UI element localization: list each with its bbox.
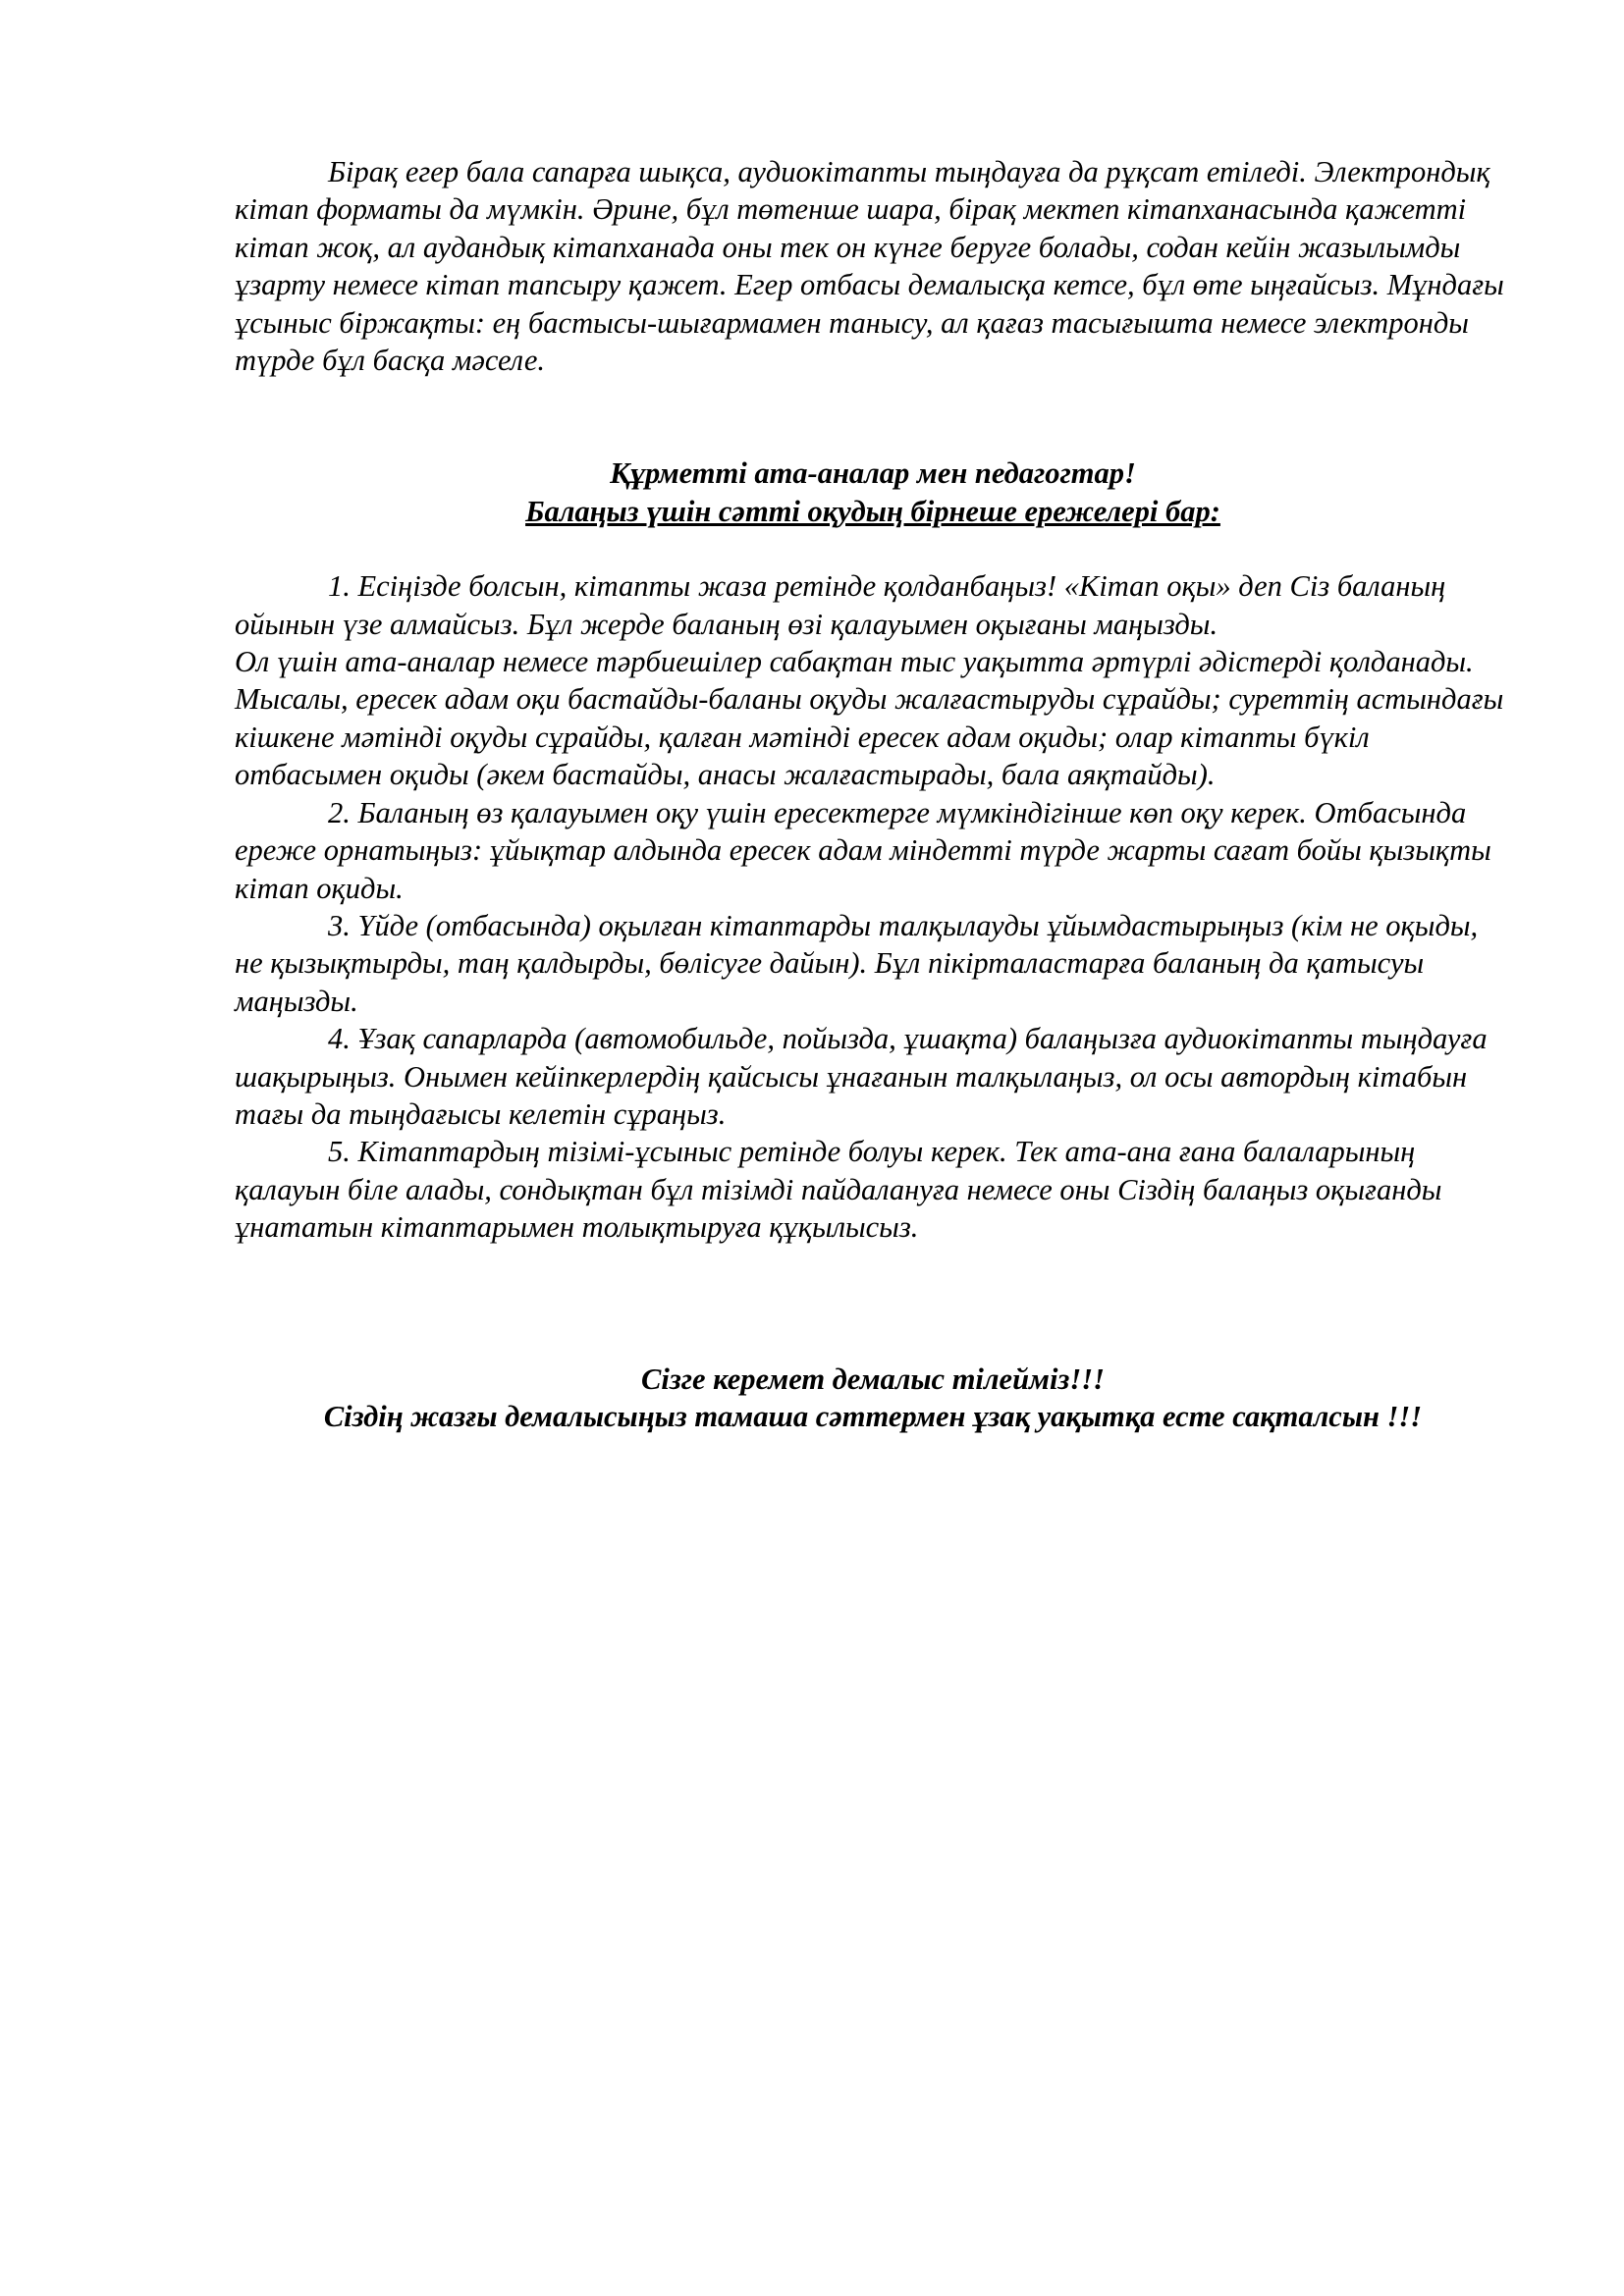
rule-5: 5. Кітаптардың тізімі-ұсыныс ретінде болуы керек. Тек ата-ана ғана балаларының қалауын біле алады, сондықтан бұл тізімді пайдалануға немесе оны Сіздің балаңыз оқығанды ұнататын кітаптарымен толықтыруға құқылысыз. bbox=[235, 1135, 1442, 1245]
rule-3: 3. Үйде (отбасында) оқылған кітаптарды талқылауды ұйымдастырыңыз (кім не оқыды, не қызықтырды, таң қалдырды, бөлісуге дайын). Бұл пікірталастарға баланың да қатысуы маңызды. bbox=[235, 908, 1479, 1018]
intro-paragraph: Бірақ егер бала сапарға шықса, аудиокітапты тыңдауға да рұқсат етіледі. Электрондық кітап форматы да мүмкін. Әрине, бұл төтенше шара, бірақ мектеп кітапханасында қажетті кітап жоқ, ал аудандық кітапханада оны тек он күнге беруге болады, содан кейін жазылымды ұзарту немесе кітап тапсыру қажет. Егер отбасы демалысқа кетсе, бұл өте ыңғайсыз. Мұндағы ұсыныс біржақты: ең бастысы-шығармамен танысу, ал қағаз тасығышта немесе электронды түрде бұл басқа мәселе. bbox=[235, 155, 1504, 378]
closing-wishes bbox=[235, 1361, 1511, 1436]
closing-line-1: Сізге керемет демалыс тілейміз!!! bbox=[641, 1362, 1105, 1396]
heading-greeting: Құрметті ата-аналар мен педагогтар! bbox=[610, 456, 1136, 491]
document-page bbox=[235, 153, 1511, 1435]
rule-4: 4. Ұзақ сапарларда (автомобильде, пойызда, ұшақта) балаңызға аудиокітапты тыңдауға шақырыңыз. Онымен кейіпкерлердің қайсысы ұнағанын талқылаңыз, ол осы автордың кітабын тағы да тыңдағысы келетін сұраңыз. bbox=[235, 1022, 1488, 1131]
rule-1-intro: 1. Есіңізде болсын, кітапты жаза ретінде қолданбаңыз! «Кітап оқы» деп Сіз баланың ойынын үзе алмайсыз. Бұл жерде баланың өзі қалауымен оқығаны маңызды. bbox=[235, 569, 1446, 641]
rules-list bbox=[235, 567, 1511, 1246]
section-heading bbox=[235, 454, 1511, 530]
rule-2: 2. Баланың өз қалауымен оқу үшін ересектерге мүмкіндігінше көп оқу керек. Отбасында ереже орнатыңыз: ұйықтар алдында ересек адам міндетті түрде жарты сағат бойы қызықты кітап оқиды. bbox=[235, 795, 1491, 905]
rule-1-body: Ол үшін ата-аналар немесе тәрбиешілер сабақтан тыс уақытта әртүрлі әдістерді қолданады. Мысалы, ересек адам оқи бастайды-баланы оқуды жалғастыруды сұрайды; суреттің астындағы кішкене мәтінді оқуды сұрайды, қалған мәтінді ересек адам оқиды; олар кітапты бүкіл отбасымен оқиды (әкем бастайды, анасы жалғастырады, бала аяқтайды). bbox=[235, 645, 1504, 792]
closing-line-2: Сіздің жазғы демалысыңыз тамаша сәттермен ұзақ уақытқа есте сақталсын !!! bbox=[323, 1399, 1423, 1433]
heading-subtitle: Балаңыз үшін сәтті оқудың бірнеше ережелері бар: bbox=[525, 494, 1220, 528]
